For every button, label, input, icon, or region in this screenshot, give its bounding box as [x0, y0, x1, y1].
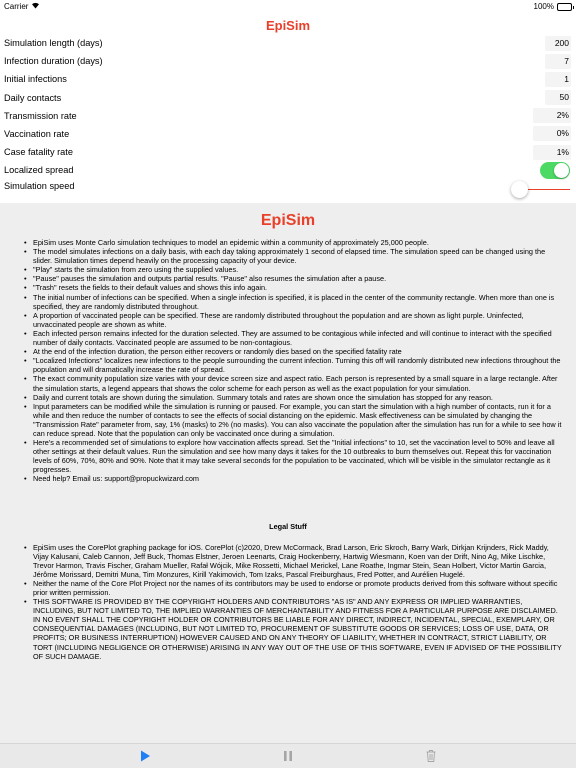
setting-simulation-speed	[0, 180, 576, 196]
daily-contacts-field[interactable]: 50	[545, 90, 571, 105]
legal-list	[0, 543, 576, 661]
carrier-label: Carrier	[4, 2, 29, 11]
setting-infection-duration	[0, 52, 576, 70]
setting-transmission-rate	[0, 107, 576, 125]
status-bar	[0, 0, 576, 14]
setting-label: Simulation speed	[4, 180, 75, 191]
list-item: • A proportion of vaccinated people can be specified. These are randomly distributed throughout the population and are shown as light purple. Uninfected, unvaccinated people are shown as white.	[33, 311, 566, 329]
list-item: • "Pause" pauses the simulation and outputs partial results. "Pause" also resumes the simulation after a pause.	[33, 274, 566, 283]
list-item: • "Trash" resets the fields to their default values and shows this info again.	[33, 283, 566, 292]
list-item: • Here's a recommended set of simulations to explore how vaccination affects spread. Set the "Initial infections" to 10, set the vaccination level to 50% and leave all other settings at their default values. Run the simulation and see how many days it takes for the 10 outbreaks to burn themselves out. Repeat this for vaccination levels of 60%, 70%, 80% and 90%. Note that it may take several seconds for the population to be vaccinated, which will be visible in the simulator rectangle as it progresses.	[33, 438, 566, 474]
list-item: • "Play" starts the simulation from zero using the supplied values.	[33, 265, 566, 274]
setting-label: Simulation length (days)	[4, 38, 103, 48]
setting-label: Infection duration (days)	[4, 56, 103, 67]
list-item: • EpiSim uses the CorePlot graphing package for iOS. CorePlot (c)2020, Drew McCormack, Brad Larson, Eric Skroch, Barry Wark, Dirkjan Krijnders, Rick Maddy, Vijay Kalusani, Caleb Cannon, Jeff Buck, Thomas Elstner, Jeroen Leenarts, Craig Hockenberry, Hartwig Wiesmann, Koen van der Drift, Nino Ag, Mike Lischke, Trevor Harmon, Travis Fischer, Graham Mueller, Rafał Wójcik, Mike Rossetti, Michael Merickel, Lane Roathe, Ingmar Stein, Sean Holbert, Victor Martin Garcia, Jérôme Morissard, Demitri Muna, Tim Monzures, Kirill Yakimovich, Tom Izaks, Pascal Freiburghaus, Fred Potter, and Aurélien Hugelé.	[33, 543, 566, 579]
pause-icon	[281, 749, 295, 763]
localized-spread-toggle[interactable]	[540, 162, 570, 179]
play-button[interactable]	[138, 749, 152, 763]
trash-icon	[424, 749, 438, 763]
vaccination-rate-field[interactable]: 0%	[533, 126, 571, 141]
list-item: • Input parameters can be modified while the simulation is running or paused. For example, you can start the simulation with a high number of contacts, run it for a while and then reduce the number of contacts to see the effects of social distancing on the epidemic. Mask effectiveness can be simulated by changing the "Transmission Rate" parameter from, say, 1% (masks) to 2% (no masks). You can also vaccinate the population after the simulation has run for a while to see how it can reduce spread. Note that the population can only be vaccinated once during a simulation.	[33, 402, 566, 438]
battery-percent: 100%	[533, 2, 554, 11]
wifi-icon	[31, 0, 40, 14]
battery-icon	[557, 3, 572, 11]
bottom-toolbar	[0, 743, 576, 768]
setting-simulation-length	[0, 34, 576, 52]
simulation-length-field[interactable]: 200	[545, 36, 571, 51]
setting-label: Transmission rate	[4, 110, 77, 121]
list-item: • Neither the name of the Core Plot Project nor the names of its contributors may be used to endorse or promote products derived from this software without specific prior written permission.	[33, 579, 566, 597]
list-item: • The exact community population size varies with your device screen size and aspect ratio. Each person is represented by a small square in a large rectangle. After the simulation starts, a legend appears that shows the color scheme for each person as well as the exact population for your simulation.	[33, 374, 566, 392]
list-item: • At the end of the infection duration, the person either recovers or randomly dies based on the specified fatality rate	[33, 347, 566, 356]
page-title: EpiSim	[265, 18, 311, 33]
list-item: • The initial number of infections can be specified. When a single infection is specified, it is placed in the center of the community rectangle. When more than one is specified, they are randomly distributed throughout.	[33, 293, 566, 311]
setting-label: Vaccination rate	[4, 128, 70, 139]
list-item: • "Localized Infections" localizes new infections to the people surrounding the current infection. Turning this off will randomly distributed new infections throughout the population and will dramatically increase the rate of spread.	[33, 356, 566, 374]
setting-label: Case fatality rate	[4, 147, 73, 158]
list-item: • Each infected person remains infected for the duration selected. They are assumed to be contagious while infected and will continue to interact with the specified number of daily contacts. Vaccinated people are assumed to be non-contagious.	[33, 329, 566, 347]
toggle-knob	[554, 163, 569, 178]
list-item: • The model simulates infections on a daily basis, with each day taking approximately 1 second of elapsed time. The simulation speed can be changed using the slider. Simulation times depend heavily on the processing capacity of your device.	[33, 247, 566, 265]
simulation-speed-slider[interactable]	[511, 181, 528, 198]
trash-button[interactable]	[424, 749, 438, 763]
setting-label: Daily contacts	[4, 92, 62, 103]
settings-list	[0, 34, 576, 196]
list-item: • EpiSim uses Monte Carlo simulation techniques to model an epidemic within a community of approximately 25,000 people.	[33, 238, 566, 247]
list-item: • THIS SOFTWARE IS PROVIDED BY THE COPYRIGHT HOLDERS AND CONTRIBUTORS "AS IS" AND ANY EXPRESS OR IMPLIED WARRANTIES, INCLUDING, BUT NOT LIMITED TO, THE IMPLIED WARRANTIES OF MERCHANTABILITY AND FITNESS FOR A PARTICULAR PURPOSE ARE DISCLAIMED. IN NO EVENT SHALL THE COPYRIGHT HOLDER OR CONTRIBUTORS BE LIABLE FOR ANY DIRECT, INDIRECT, INCIDENTAL, SPECIAL, EXEMPLARY, OR CONSEQUENTIAL DAMAGES (INCLUDING, BUT NOT LIMITED TO, PROCUREMENT OF SUBSTITUTE GOODS OR SERVICES; LOSS OF USE, DATA, OR PROFITS; OR BUSINESS INTERRUPTION) HOWEVER CAUSED AND ON ANY THEORY OF LIABILITY, WHETHER IN CONTRACT, STRICT LIABILITY, OR TORT (INCLUDING NEGLIGENCE OR OTHERWISE) ARISING IN ANY WAY OUT OF THE USE OF THIS SOFTWARE, EVEN IF ADVISED OF THE POSSIBILITY OF SUCH DAMAGE.	[33, 597, 566, 661]
pause-button[interactable]	[281, 749, 295, 763]
info-heading: EpiSim	[260, 212, 316, 229]
case-fatality-rate-field[interactable]: 1%	[533, 145, 571, 160]
legal-heading: Legal Stuff	[269, 521, 307, 531]
initial-infections-field[interactable]: 1	[545, 72, 571, 87]
setting-label: Initial infections	[4, 74, 67, 85]
infection-duration-field[interactable]: 7	[545, 54, 571, 69]
setting-case-fatality-rate	[0, 143, 576, 161]
setting-label: Localized spread	[4, 165, 74, 176]
list-item: • Daily and current totals are shown during the simulation. Summary totals and rates are shown once the simulation has stopped for any reason.	[33, 393, 566, 402]
transmission-rate-field[interactable]: 2%	[533, 108, 571, 123]
setting-initial-infections	[0, 70, 576, 88]
info-list	[0, 238, 576, 484]
setting-localized-spread	[0, 161, 576, 179]
info-panel[interactable]	[0, 203, 576, 743]
play-icon	[138, 749, 152, 763]
setting-vaccination-rate	[0, 125, 576, 143]
setting-daily-contacts	[0, 89, 576, 107]
support-email-item[interactable]: • Need help? Email us: support@propuckwizard.com	[33, 474, 566, 483]
